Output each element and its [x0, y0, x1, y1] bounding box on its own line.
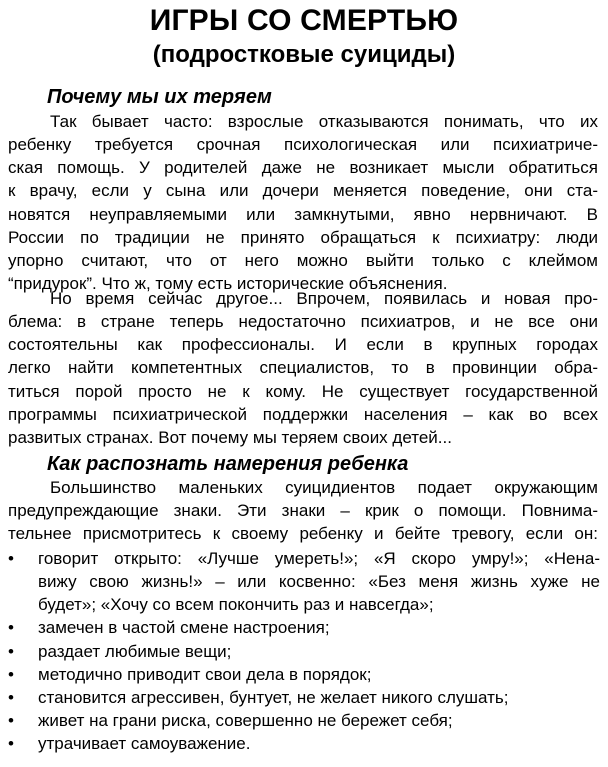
list-item: [8, 709, 600, 732]
paragraph-recognize-intentions: [8, 476, 598, 545]
text-line: легко найти компетентных специалистов, то в провинции обра-: [8, 358, 598, 378]
text-line: Так бывает часто: взрослые отказываются понимать, что их: [50, 112, 598, 131]
text-line: Большинство маленьких суицидиентов подает окружающим: [50, 478, 598, 497]
text-line: блема: в стране теперь недостаточно психиатров, и не все они: [8, 312, 598, 332]
section-heading-recognize-intentions: Как распознать намерения ребенка: [47, 453, 409, 475]
document-subtitle: (подростковые суициды): [152, 41, 456, 68]
bullet-icon: •: [8, 549, 14, 568]
text-line: вижу свою жизнь!» – или косвенно: «Без меня жизнь хуже не: [38, 572, 600, 592]
list-item: [8, 663, 600, 686]
section-heading-why-we-lose: Почему мы их теряем: [47, 86, 272, 108]
text-line: ская помощь. У родителей даже не возникает мысли обратиться: [8, 158, 598, 178]
paragraph-why-we-lose-2: [8, 287, 598, 449]
paragraph-why-we-lose-1: [8, 110, 598, 295]
bullet-icon: •: [8, 711, 14, 731]
warning-signs-list: [8, 547, 600, 755]
text-line: раздает любимые вещи;: [38, 641, 232, 661]
text-line: к врачу, если у сына или дочери меняется поведение, они ста-: [8, 181, 598, 201]
text-line: новятся неуправляемыми или замкнутыми, явно нервничают. В: [8, 204, 598, 224]
bullet-icon: •: [8, 641, 14, 661]
text-line: методично приводит свои дела в порядок;: [38, 664, 372, 684]
text-line: становится агрессивен, бунтует, не желает никого слушать;: [38, 687, 509, 707]
text-line: предупреждающие знаки. Эти знаки – крик о помощи. Повнима-: [8, 501, 598, 521]
text-line: программы психиатрической поддержки населения – как во всех: [8, 404, 598, 424]
text-line: замечен в частой смене настроения;: [38, 618, 330, 638]
list-item: [8, 686, 600, 709]
list-item: [8, 640, 600, 663]
text-line: России по традиции не принято обращаться к психиатру: люди: [8, 227, 598, 247]
bullet-icon: •: [8, 664, 14, 684]
text-line: утрачивает самоуважение.: [38, 734, 251, 754]
document-title: ИГРЫ СО СМЕРТЬЮ: [149, 4, 459, 37]
bullet-icon: •: [8, 687, 14, 707]
text-line: живет на грани риска, совершенно не бережет себя;: [38, 711, 453, 731]
list-item: [8, 547, 600, 616]
text-line: тельнее присмотритесь к своему ребенку и бейте тревогу, если он:: [8, 524, 598, 544]
text-line: говорит открыто: «Лучше умереть!»; «Я скоро умру!»; «Нена-: [38, 549, 600, 568]
text-line: титься порой просто не к кому. Не существует государственной: [8, 381, 598, 401]
text-line: ребенку требуется срочная психологическая или психиатриче-: [8, 135, 598, 155]
list-item: [8, 732, 600, 755]
bullet-icon: •: [8, 734, 14, 754]
text-line: Но время сейчас другое... Впрочем, появилась и новая про-: [50, 289, 598, 308]
text-line: состоятельны как профессионалы. И если в крупных городах: [8, 335, 598, 355]
text-line: развитых странах. Вот почему мы теряем своих детей...: [8, 427, 452, 447]
text-line: упорно считают, что от него можно выйти только с клеймом: [8, 250, 598, 270]
text-line: “придурок”. Что ж, тому есть исторические объяснения.: [8, 274, 448, 294]
list-item: [8, 616, 600, 639]
text-line: будет»; «Хочу со всем покончить раз и навсегда»;: [38, 595, 434, 615]
bullet-icon: •: [8, 618, 14, 638]
